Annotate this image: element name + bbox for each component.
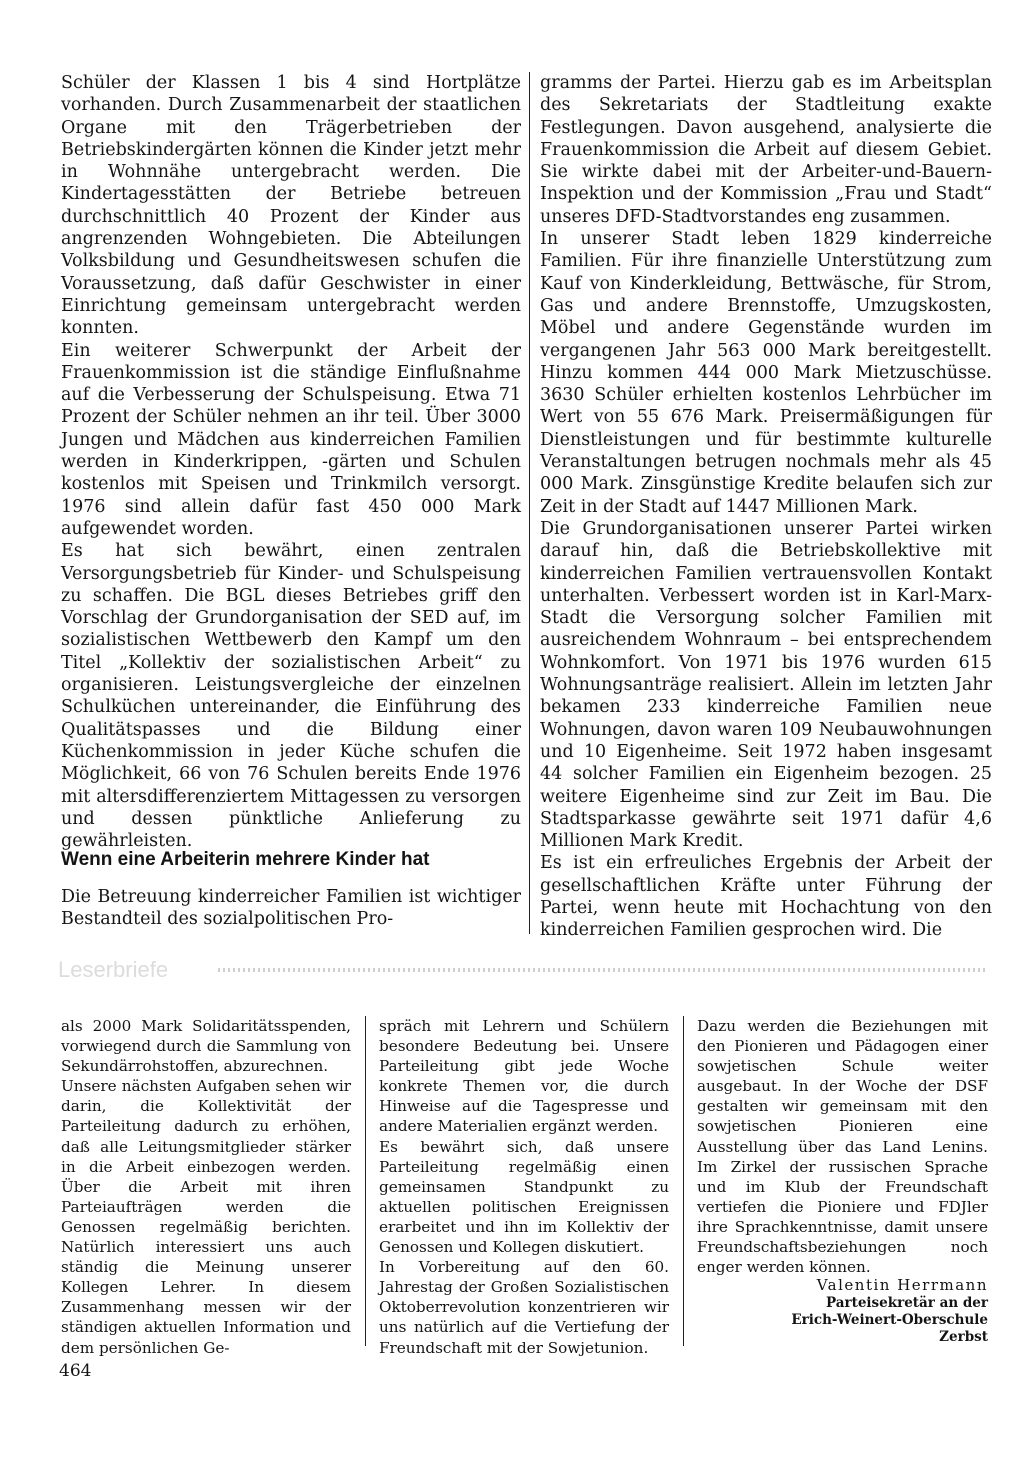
page-number: 464 (59, 1361, 92, 1381)
letter-paragraph: In Vorbereitung auf den 60. Jahrestag der Großen Sozialistischen Oktoberrevolution konzentrieren wir uns natürlich auf die Vertiefung der Freundschaft mit der Sowjetunion. (379, 1258, 669, 1357)
letter-signature (688, 1275, 988, 1346)
letter-paragraph: spräch mit Lehrern und Schülern besondere Bedeutung bei. Unsere Parteileitung gibt jede Woche konkrete Themen vor, die durch Hinweise auf die Tagespresse und andere Materialien ergänzt werden. (379, 1017, 669, 1136)
article-paragraph: Die Betreuung kinderreicher Familien ist wichtiger Bestandteil des sozialpolitischen Pro- (61, 887, 521, 930)
upper-left-column-continued (61, 886, 521, 931)
dotted-rule (218, 968, 988, 972)
author-name: Valentin Herrmann (816, 1276, 988, 1294)
upper-right-column (540, 72, 992, 942)
upper-left-column (61, 72, 521, 852)
author-role: Parteisekretär an der (825, 1295, 988, 1311)
letter-paragraph: Es bewährt sich, daß unsere Parteileitung regelmäßig einen gemeinsamen Standpunkt zu aktuellen politischen Ereignissen erarbeitet und ihn im Kollektiv der Genossen und Kollegen diskutiert. (379, 1137, 669, 1257)
column-divider (365, 1016, 366, 1346)
lower-column-3 (697, 1016, 988, 1277)
section-label: Leserbriefe (58, 957, 169, 982)
column-divider (683, 1016, 684, 1346)
column-divider (529, 72, 530, 934)
article-paragraph: Schüler der Klassen 1 bis 4 sind Hortplätze vorhanden. Durch Zusammenarbeit der staatlichen Organe mit den Trägerbetrieben der Betriebskindergärten können die Kinder jetzt mehr in Wohnnähe untergebracht werden. Die Kindertagesstätten der Betriebe betreuen durchschnittlich 40 Prozent der Kinder aus angrenzenden Wohngebieten. Die Abteilungen Volksbildung und Gesundheitswesen schufen die Voraussetzung, daß dafür Geschwister in einer Einrichtung gemeinsam untergebracht werden konnten. (61, 73, 521, 339)
article-paragraph: Es hat sich bewährt, einen zentralen Versorgungsbetrieb für Kinder- und Schulspeisung zu schaffen. Die BGL dieses Betriebes griff den Vorschlag der Grundorganisation der SED auf, im sozialistischen Wettbewerb den Kampf um den Titel „Kollektiv der sozialistischen Arbeit“ zu organisieren. Leistungsvergleiche der einzelnen Schulküchen untereinander, die Einführung des Qualitätspasses und die Bildung einer Küchenkommission in jeder Küche schufen die Möglichkeit, 66 von 76 Schulen bereits Ende 1976 mit altersdifferenziertem Mittagessen zu versorgen und dessen pünktliche Anlieferung zu gewährleisten. (61, 541, 521, 852)
article-paragraph: Es ist ein erfreuliches Ergebnis der Arbeit der gesellschaftlichen Kräfte unter Führung der Partei, wenn heute mit Hochachtung von den kinderreichen Familien gesprochen wird. Die (540, 853, 992, 941)
author-school: Erich-Weinert-Oberschule (791, 1312, 988, 1328)
author-city: Zerbst (939, 1329, 988, 1345)
letter-paragraph: als 2000 Mark Solidaritätsspenden, vorwiegend durch die Sammlung von Sekundärrohstoffen, abzurechnen. (61, 1017, 351, 1076)
section-heading: Wenn eine Arbeiterin mehrere Kinder hat (61, 849, 430, 870)
article-paragraph: Ein weiterer Schwerpunkt der Arbeit der Frauenkommission ist die ständige Einflußnahme auf die Verbesserung der Schulspeisung. Etwa 71 Prozent der Schüler nehmen an ihr teil. Über 3000 Jungen und Mädchen aus kinderreichen Familien werden in Kinderkrippen, -gärten und Schulen kostenlos mit Speisen und Trinkmilch versorgt. 1976 sind allein dafür fast 450 000 Mark aufgewendet worden. (61, 340, 521, 539)
lower-column-2 (379, 1016, 669, 1358)
letter-paragraph: Dazu werden die Beziehungen mit den Pionieren und Pädagogen einer sowjetischen Schule weiter ausgebaut. In der Woche der DSF gestalten wir gemeinsam mit den sowjetischen Pionieren eine Ausstellung über das Land Lenins. Im Zirkel der russischen Sprache und im Klub der Freundschaft vertiefen die Pioniere und FDJler ihre Sprachkenntnisse, damit unsere Freundschaftsbeziehungen noch enger werden können. (697, 1017, 988, 1277)
article-paragraph: In unserer Stadt leben 1829 kinderreiche Familien. Für ihre finanzielle Unterstützung zum Kauf von Kinderkleidung, Bettwäsche, für Strom, Gas und andere Brennstoffe, Umzugskosten, Möbel und andere Gegenstände wurden im vergangenen Jahr 563 000 Mark bereitgestellt. Hinzu kommen 444 000 Mark Mietzuschüsse. 3630 Schüler erhielten kostenlos Lehrbücher im Wert von 55 676 Mark. Preisermäßigungen für Dienstleistungen und für bestimmte kulturelle Veranstaltungen betrugen nochmals mehr als 45 000 Mark. Zinsgünstige Kredite belaufen sich zur Zeit in der Stadt auf 1447 Millionen Mark. (540, 229, 992, 517)
article-paragraph: gramms der Partei. Hierzu gab es im Arbeitsplan des Sekretariats der Stadtleitung exakte Festlegungen. Davon ausgehend, analysierte die Frauenkommission die Arbeit auf diesem Gebiet. Sie wirkte dabei mit der Arbeiter-und-Bauern-Inspektion und der Kommission „Frau und Stadt“ unseres DFD-Stadtvorstandes eng zusammen. (540, 73, 992, 227)
article-paragraph: Die Grundorganisationen unserer Partei wirken darauf hin, daß die Betriebskollektive mit kinderreichen Familien vertrauensvollen Kontakt unterhalten. Verbessert worden ist in Karl-Marx-Stadt die Versorgung solcher Familien mit ausreichendem Wohnraum – bei entsprechendem Wohnkomfort. Von 1971 bis 1976 wurden 615 Wohnungsanträge realisiert. Allein im letzten Jahr bekamen 233 kinderreiche Familien neue Wohnungen, davon waren 109 Neubauwohnungen und 10 Eigenheime. Seit 1972 haben insgesamt 44 solcher Familien ein Eigenheim bezogen. 25 weitere Eigenheime sind zur Zeit im Bau. Die Stadtsparkasse gewährte seit 1971 dafür 4,6 Millionen Mark Kredit. (540, 518, 992, 852)
letter-paragraph: Unsere nächsten Aufgaben sehen wir darin, die Kollektivität der Parteileitung dadurch zu erhöhen, daß alle Leitungsmitglieder stärker in die Arbeit einbezogen werden. Über die Arbeit mit ihren Parteiaufträgen werden die Genossen regelmäßig berichten. Natürlich interessiert uns auch ständig die Meinung unserer Kollegen Lehrer. In diesem Zusammenhang messen wir der ständigen aktuellen Information und dem persönlichen Ge- (61, 1077, 351, 1357)
lower-column-1 (61, 1016, 351, 1358)
section-band (58, 955, 988, 985)
